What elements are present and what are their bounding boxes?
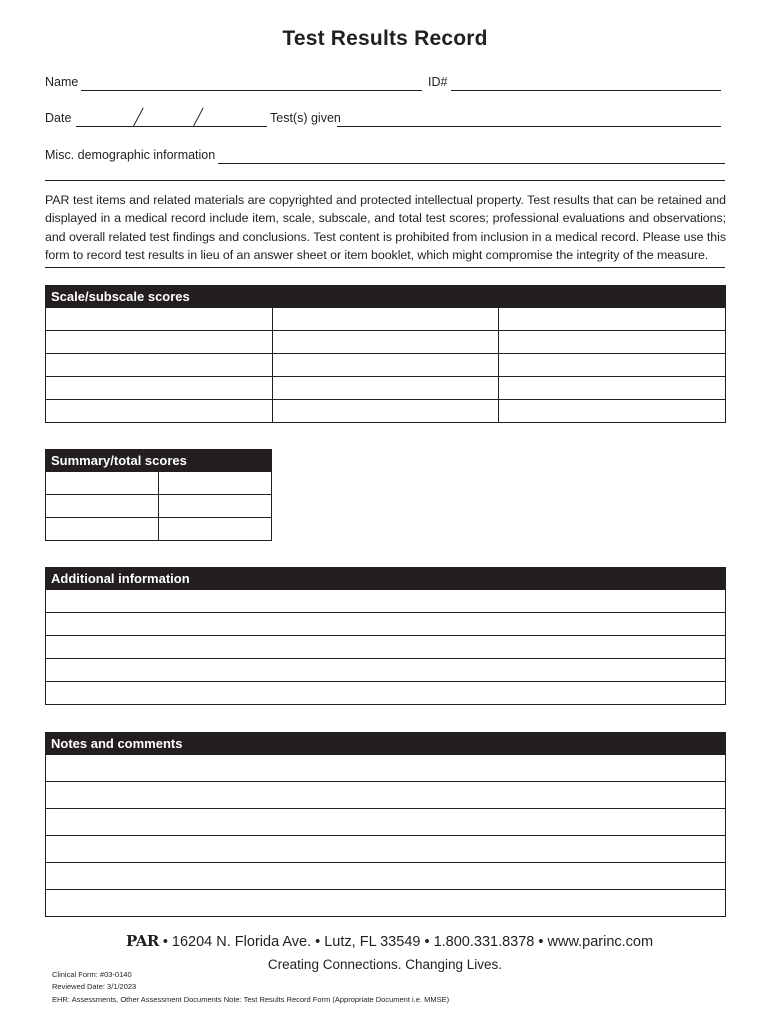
table-row: [46, 682, 726, 705]
summary-scores-table: [45, 471, 272, 541]
footer-address: • 16204 N. Florida Ave. • Lutz, FL 33549 • 1.800.331.8378 • www.parinc.com: [158, 934, 654, 950]
notes-section: [45, 732, 726, 917]
table-cell[interactable]: [46, 782, 726, 809]
table-row: [46, 782, 726, 809]
date-separator-2: [193, 107, 204, 126]
table-row: [46, 590, 726, 613]
table-row: [46, 863, 726, 890]
table-cell[interactable]: [499, 331, 726, 354]
table-cell[interactable]: [46, 863, 726, 890]
scale-scores-section: [45, 285, 726, 423]
table-row: [46, 308, 726, 331]
additional-info-section: [45, 567, 726, 705]
table-cell[interactable]: [46, 836, 726, 863]
table-cell[interactable]: [272, 308, 499, 331]
name-label: Name: [45, 75, 79, 89]
table-row: [46, 472, 272, 495]
table-cell[interactable]: [499, 354, 726, 377]
table-cell[interactable]: [159, 518, 272, 541]
table-cell[interactable]: [159, 495, 272, 518]
name-field[interactable]: [81, 90, 422, 91]
tests-given-label: Test(s) given: [270, 111, 341, 125]
page-title: Test Results Record: [282, 27, 488, 50]
table-cell[interactable]: [272, 354, 499, 377]
table-cell[interactable]: [46, 331, 273, 354]
table-cell[interactable]: [499, 400, 726, 423]
table-row: [46, 518, 272, 541]
table-cell[interactable]: [499, 377, 726, 400]
date-separator-1: [133, 107, 144, 126]
table-row: [46, 890, 726, 917]
table-row: [46, 331, 726, 354]
table-cell[interactable]: [46, 590, 726, 613]
table-row: [46, 836, 726, 863]
id-label: ID#: [428, 75, 448, 89]
divider-top: [45, 180, 725, 181]
summary-scores-section: [45, 449, 272, 541]
table-row: [46, 377, 726, 400]
table-row: [46, 613, 726, 636]
table-cell[interactable]: [46, 400, 273, 423]
divider-bottom: [45, 267, 725, 268]
table-cell[interactable]: [46, 354, 273, 377]
notes-table: [45, 754, 726, 917]
notes-header: Notes and comments: [45, 732, 726, 754]
id-field[interactable]: [451, 90, 721, 91]
footer-tagline: Creating Connections. Changing Lives.: [267, 957, 503, 972]
table-cell[interactable]: [46, 495, 159, 518]
table-cell[interactable]: [46, 613, 726, 636]
table-cell[interactable]: [272, 377, 499, 400]
footer-contact: [126, 932, 653, 950]
table-cell[interactable]: [499, 308, 726, 331]
scale-scores-table: [45, 307, 726, 423]
table-cell[interactable]: [46, 636, 726, 659]
table-cell[interactable]: [46, 890, 726, 917]
table-cell[interactable]: [46, 755, 726, 782]
additional-info-header: Additional information: [45, 567, 726, 589]
table-cell[interactable]: [272, 331, 499, 354]
clinical-form-number: Clinical Form: #03-0140: [52, 970, 132, 979]
table-row: [46, 400, 726, 423]
table-cell[interactable]: [159, 472, 272, 495]
table-row: [46, 755, 726, 782]
table-cell[interactable]: [46, 809, 726, 836]
table-cell[interactable]: [272, 400, 499, 423]
table-cell[interactable]: [46, 308, 273, 331]
table-row: [46, 659, 726, 682]
table-cell[interactable]: [46, 518, 159, 541]
table-row: [46, 495, 272, 518]
date-field[interactable]: [76, 126, 267, 127]
table-cell[interactable]: [46, 682, 726, 705]
tests-given-field[interactable]: [337, 126, 721, 127]
scale-scores-header: Scale/subscale scores: [45, 285, 726, 307]
additional-info-table: [45, 589, 726, 705]
table-cell[interactable]: [46, 377, 273, 400]
table-cell[interactable]: [46, 472, 159, 495]
table-row: [46, 354, 726, 377]
table-cell[interactable]: [46, 659, 726, 682]
par-logo: PAR: [126, 932, 159, 950]
ehr-note: EHR: Assessments, Other Assessment Documents Note: Test Results Record Form (Appropriate Document i.e. MMSE): [52, 995, 450, 1004]
reviewed-date: Reviewed Date: 3/1/2023: [52, 982, 137, 991]
table-row: [46, 809, 726, 836]
misc-demographic-label: Misc. demographic information: [45, 148, 216, 162]
date-label: Date: [45, 111, 72, 125]
table-row: [46, 636, 726, 659]
copyright-disclaimer: PAR test items and related materials are copyrighted and protected intellectual property. Test results that can be retained and displayed in a medical record include item, scale, subscale, and total test scores; professional evaluations and observations; and overall related test findings and conclusions. Test content is prohibited from inclusion in a medical record. Please use this form to record test results in lieu of an answer sheet or item booklet, which might compromise the integrity of the measure.: [45, 193, 726, 263]
misc-demographic-field[interactable]: [218, 163, 725, 164]
summary-scores-header: Summary/total scores: [45, 449, 272, 471]
